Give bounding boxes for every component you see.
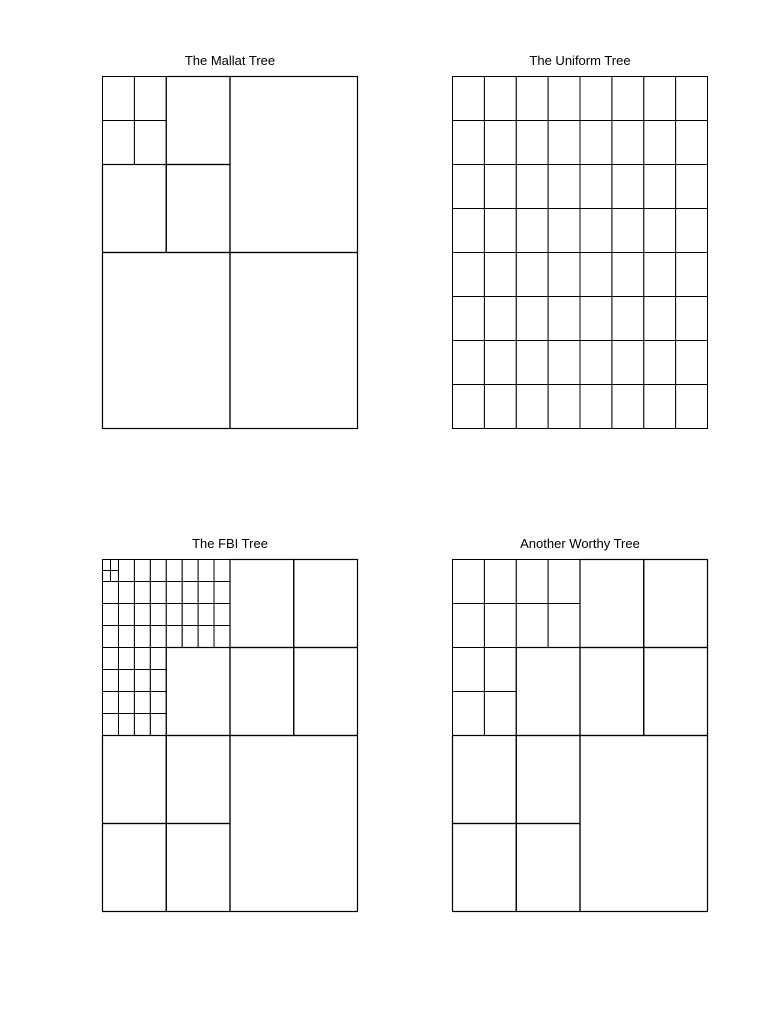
tree-cell	[516, 297, 548, 341]
tree-cell	[118, 604, 134, 626]
tree-cell	[230, 77, 358, 253]
tree-cell	[118, 582, 134, 604]
tree-cell	[453, 121, 485, 165]
tree-cell	[580, 736, 708, 912]
tree-cell	[110, 571, 118, 582]
tree-cell	[676, 341, 708, 385]
tree-cell	[484, 560, 516, 604]
fbi-tree-panel	[102, 536, 358, 916]
tree-cell	[612, 165, 644, 209]
tree-cell	[103, 692, 119, 714]
tree-cell	[150, 648, 166, 670]
tree-cell	[182, 560, 198, 582]
tree-cell	[166, 736, 230, 824]
tree-cell	[548, 253, 580, 297]
tree-cell	[134, 648, 150, 670]
another-worthy-tree-panel	[452, 536, 708, 916]
tree-cell	[612, 77, 644, 121]
tree-cell	[134, 121, 166, 165]
tree-cell	[103, 582, 119, 604]
tree-cell	[103, 253, 231, 429]
tree-cell	[644, 560, 708, 648]
tree-cell	[644, 341, 676, 385]
tree-cell	[484, 692, 516, 736]
tree-cell	[612, 385, 644, 429]
tree-cell	[230, 253, 358, 429]
tree-cell	[118, 560, 134, 582]
tree-cell	[103, 165, 167, 253]
tree-cell	[580, 165, 612, 209]
tree-cell	[580, 297, 612, 341]
tree-cell	[134, 604, 150, 626]
fbi-tree-diagram	[102, 559, 358, 912]
tree-cell	[644, 253, 676, 297]
tree-cell	[166, 560, 182, 582]
tree-cell	[182, 604, 198, 626]
tree-cell	[294, 648, 358, 736]
tree-cell	[580, 209, 612, 253]
tree-cell	[230, 736, 358, 912]
tree-cell	[484, 209, 516, 253]
tree-cell	[150, 582, 166, 604]
tree-cell	[118, 692, 134, 714]
tree-cell	[580, 77, 612, 121]
fbi-tree-title: The FBI Tree	[192, 536, 268, 551]
tree-cell	[150, 692, 166, 714]
tree-cell	[612, 253, 644, 297]
tree-cell	[182, 582, 198, 604]
tree-cell	[118, 648, 134, 670]
tree-cell	[580, 648, 644, 736]
tree-cell	[230, 560, 294, 648]
uniform-tree-title: The Uniform Tree	[529, 53, 631, 68]
tree-cell	[453, 736, 517, 824]
tree-cell	[118, 714, 134, 736]
tree-cell	[166, 77, 230, 165]
tree-cell	[548, 341, 580, 385]
tree-cell	[548, 385, 580, 429]
tree-cell	[484, 77, 516, 121]
tree-cell	[214, 604, 230, 626]
tree-cell	[484, 165, 516, 209]
tree-cell	[103, 77, 135, 121]
tree-cell	[166, 165, 230, 253]
tree-cell	[150, 714, 166, 736]
tree-cell	[198, 604, 214, 626]
tree-cell	[134, 714, 150, 736]
tree-cell	[484, 253, 516, 297]
tree-cell	[118, 670, 134, 692]
tree-cell	[612, 121, 644, 165]
uniform-tree-diagram	[452, 76, 708, 429]
tree-cell	[198, 626, 214, 648]
tree-cell	[516, 77, 548, 121]
tree-cell	[103, 736, 167, 824]
tree-cell	[484, 604, 516, 648]
tree-cell	[134, 670, 150, 692]
tree-cell	[103, 626, 119, 648]
tree-cell	[103, 714, 119, 736]
tree-cell	[150, 670, 166, 692]
tree-cell	[644, 385, 676, 429]
tree-cell	[453, 165, 485, 209]
tree-cell	[644, 165, 676, 209]
tree-cell	[484, 297, 516, 341]
tree-cell	[166, 648, 230, 736]
tree-cell	[453, 253, 485, 297]
tree-cell	[134, 77, 166, 121]
tree-cell	[230, 648, 294, 736]
tree-cell	[103, 560, 111, 571]
tree-cell	[516, 253, 548, 297]
tree-cell	[484, 648, 516, 692]
another-worthy-tree-diagram	[452, 559, 708, 912]
tree-cell	[484, 341, 516, 385]
mallat-tree-panel	[102, 53, 358, 433]
tree-cell	[103, 604, 119, 626]
tree-cell	[676, 209, 708, 253]
tree-cell	[580, 560, 644, 648]
mallat-tree-title: The Mallat Tree	[184, 53, 276, 68]
tree-cell	[644, 209, 676, 253]
tree-cell	[453, 604, 485, 648]
tree-cell	[214, 582, 230, 604]
tree-cell	[103, 648, 119, 670]
tree-cell	[484, 121, 516, 165]
tree-cell	[548, 560, 580, 604]
tree-cell	[516, 560, 548, 604]
tree-cell	[294, 560, 358, 648]
tree-cell	[644, 121, 676, 165]
tree-cell	[453, 648, 485, 692]
tree-cell	[612, 209, 644, 253]
tree-cell	[548, 77, 580, 121]
tree-cell	[150, 560, 166, 582]
tree-cell	[676, 165, 708, 209]
tree-cell	[134, 560, 150, 582]
tree-cell	[103, 121, 135, 165]
tree-cell	[676, 297, 708, 341]
tree-cell	[182, 626, 198, 648]
another-worthy-tree-title: Another Worthy Tree	[520, 536, 640, 551]
tree-cell	[214, 626, 230, 648]
tree-cell	[612, 297, 644, 341]
tree-cell	[516, 209, 548, 253]
tree-cell	[110, 560, 118, 571]
tree-cell	[516, 604, 548, 648]
tree-cell	[644, 648, 708, 736]
tree-cell	[580, 341, 612, 385]
tree-cell	[453, 692, 485, 736]
tree-cell	[516, 736, 580, 824]
tree-cell	[516, 824, 580, 912]
tree-cell	[453, 560, 485, 604]
tree-cell	[548, 604, 580, 648]
tree-cell	[516, 385, 548, 429]
tree-cell	[166, 824, 230, 912]
tree-cell	[644, 77, 676, 121]
tree-cell	[166, 582, 182, 604]
tree-cell	[103, 670, 119, 692]
tree-cell	[453, 824, 517, 912]
tree-cell	[516, 341, 548, 385]
tree-cell	[580, 385, 612, 429]
tree-cell	[166, 626, 182, 648]
tree-cell	[676, 121, 708, 165]
tree-cell	[676, 77, 708, 121]
tree-cell	[198, 582, 214, 604]
tree-cell	[198, 560, 214, 582]
tree-cell	[612, 341, 644, 385]
tree-cell	[548, 297, 580, 341]
tree-cell	[103, 824, 167, 912]
tree-cell	[150, 604, 166, 626]
tree-cell	[134, 626, 150, 648]
tree-cell	[580, 121, 612, 165]
tree-cell	[580, 253, 612, 297]
tree-cell	[103, 571, 111, 582]
tree-cell	[118, 626, 134, 648]
tree-cell	[484, 385, 516, 429]
tree-cell	[548, 121, 580, 165]
tree-cell	[134, 692, 150, 714]
tree-cell	[453, 77, 485, 121]
tree-cell	[453, 297, 485, 341]
tree-cell	[644, 297, 676, 341]
tree-cell	[134, 582, 150, 604]
tree-cell	[516, 165, 548, 209]
tree-cell	[676, 385, 708, 429]
tree-cell	[548, 209, 580, 253]
tree-cell	[516, 121, 548, 165]
tree-cell	[676, 253, 708, 297]
tree-cell	[516, 648, 580, 736]
tree-cell	[453, 385, 485, 429]
tree-cell	[166, 604, 182, 626]
tree-cell	[548, 165, 580, 209]
mallat-tree-diagram	[102, 76, 358, 429]
tree-cell	[453, 341, 485, 385]
tree-cell	[453, 209, 485, 253]
tree-cell	[150, 626, 166, 648]
tree-cell	[214, 560, 230, 582]
uniform-tree-panel	[452, 53, 708, 433]
